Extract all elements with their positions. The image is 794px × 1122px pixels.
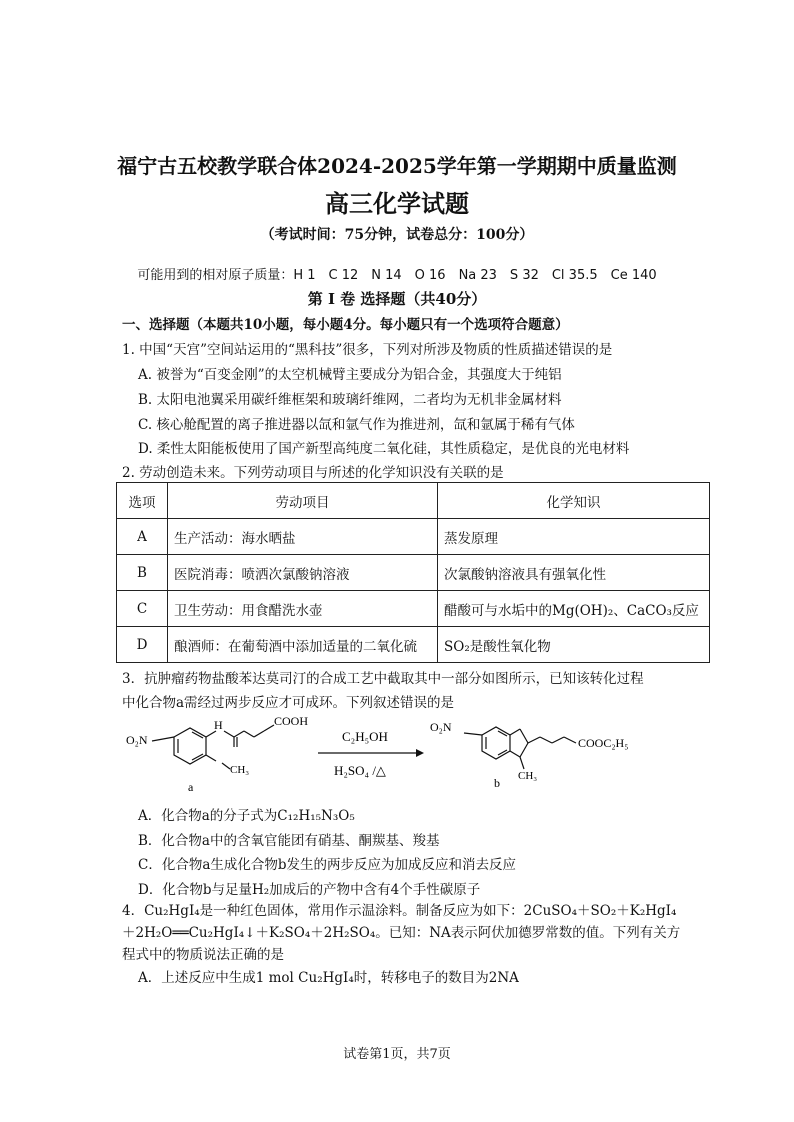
ch3-group-b: CH₃ [518, 770, 538, 782]
compound-a-structure [152, 725, 274, 769]
ester-group: COOC₂H₅ [578, 736, 629, 750]
question-1-option-d: D. 柔性太阳能板使用了国产新型高纯度二氧化硅，其性质稳定，是优良的光电材料 [138, 441, 630, 457]
table-row [117, 591, 710, 627]
compound-b-structure [464, 727, 576, 769]
table-cell: C [117, 591, 168, 627]
label-b: b [494, 776, 500, 790]
cooh-group: COOH [274, 714, 309, 728]
arrow-head [416, 749, 424, 757]
section-heading: 一、选择题（本题共10小题，每小题4分。每小题只有一个选项符合题意） [122, 317, 569, 333]
labor-knowledge-table [116, 482, 710, 663]
no2-group-b: O₂N [430, 720, 452, 734]
part-title: 第 I 卷 选择题（共40分） [307, 290, 487, 308]
table-row [117, 555, 710, 591]
question-4-stem-line1: 4．Cu₂HgI₄是一种红色固体，常用作示温涂料。制备反应为如下：2CuSO₄＋SO₂＋K₂HgI₄ [122, 903, 677, 919]
reagent-bottom: H₂SO₄ /△ [334, 763, 386, 778]
exam-info: （考试时间：75分钟，试卷总分：100分） [260, 227, 534, 243]
label-a: a [188, 780, 194, 794]
question-1-option-c: C. 核心舱配置的离子推进器以氙和氩气作为推进剂，氙和氩属于稀有气体 [138, 417, 575, 433]
table-header-row [117, 483, 710, 519]
exam-title: 福宁古五校教学联合体2024-2025学年第一学期期中质量监测 [117, 154, 677, 178]
table-cell: 酿酒师：在葡萄酒中添加适量的二氧化硫 [168, 627, 438, 663]
question-1-option-a: A. 被誉为“百变金刚”的太空机械臂主要成分为铝合金，其强度大于纯铝 [138, 367, 562, 383]
reagent-top: C₂H₅OH [342, 729, 388, 744]
question-3-option-d: D．化合物b与足量H₂加成后的产物中含有4个手性碳原子 [138, 882, 481, 898]
table-cell: 次氯酸钠溶液具有强氧化性 [438, 555, 710, 591]
question-1-option-b: B. 太阳电池翼采用碳纤维框架和玻璃纤维网，二者均为无机非金属材料 [138, 392, 562, 408]
table-header-cell: 选项 [117, 483, 168, 519]
table-row [117, 519, 710, 555]
nh-group-a: H [214, 718, 223, 732]
table-row [117, 627, 710, 663]
table-cell: B [117, 555, 168, 591]
table-cell: D [117, 627, 168, 663]
table-header-cell: 化学知识 [438, 483, 710, 519]
question-3-option-b: B．化合物a中的含氧官能团有硝基、酮羰基、羧基 [138, 833, 440, 849]
table-cell: 蒸发原理 [438, 519, 710, 555]
table-header-cell: 劳动项目 [168, 483, 438, 519]
question-4-stem-line3: 程式中的物质说法正确的是 [122, 947, 284, 963]
question-2-stem: 2. 劳动创造未来。下列劳动项目与所述的化学知识没有关联的是 [122, 465, 504, 481]
question-4-option-a: A．上述反应中生成1 mol Cu₂HgI₄时，转移电子的数目为2NA [138, 970, 519, 986]
table-cell: 生产活动：海水晒盐 [168, 519, 438, 555]
question-3-option-a: A．化合物a的分子式为C₁₂H₁₅N₃O₅ [138, 808, 355, 824]
table-cell: SO₂是酸性氧化物 [438, 627, 710, 663]
question-3-stem-line2: 中化合物a需经过两步反应才可成环。下列叙述错误的是 [122, 695, 455, 711]
no2-group-a: O₂N [126, 733, 148, 747]
question-3-option-c: C．化合物a生成化合物b发生的两步反应为加成反应和消去反应 [138, 857, 517, 873]
page-footer: 试卷第1页，共7页 [343, 1047, 451, 1062]
table-cell: 医院消毒：喷洒次氯酸钠溶液 [168, 555, 438, 591]
table-cell: 醋酸可与水垢中的Mg(OH)₂、CaCO₃反应 [438, 591, 710, 627]
atomic-masses: 可能用到的相对原子质量：H 1 C 12 N 14 O 16 Na 23 S 32 Cl 35.5 Ce 140 [137, 268, 657, 283]
question-4-stem-line2: ＋2H₂O══Cu₂HgI₄↓＋K₂SO₄＋2H₂SO₄。已知：NA表示阿伏加德罗常数的值。下列有关方 [122, 925, 681, 941]
subject-title: 高三化学试题 [325, 190, 469, 218]
ch3-group-a: CH₃ [230, 764, 250, 776]
table-cell: 卫生劳动：用食醋洗水壶 [168, 591, 438, 627]
table-cell: A [117, 519, 168, 555]
question-1-stem: 1. 中国“天宫”空间站运用的“黑科技”很多，下列对所涉及物质的性质描述错误的是 [122, 342, 613, 358]
question-3-stem-line1: 3．抗肿瘤药物盐酸苯达莫司汀的合成工艺中截取其中一部分如图所示，已知该转化过程 [122, 671, 644, 687]
reaction-scheme [116, 713, 676, 797]
